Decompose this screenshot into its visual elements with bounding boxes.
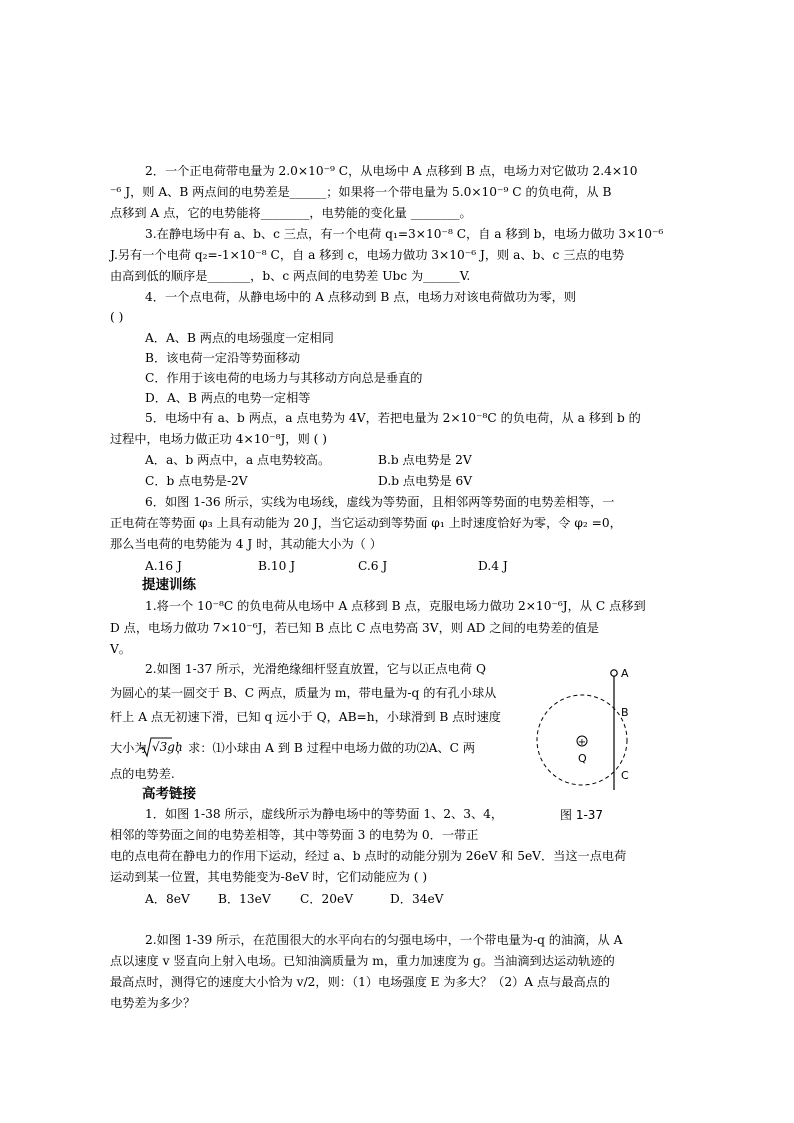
speed-p2-line-4-prefix: 大小为 (110, 741, 147, 755)
speed-p2-line-2: 为圆心的某一圆交于 B、C 两点，质量为 m，带电量为-q 的有孔小球从 (110, 686, 497, 700)
sqrt-3gh-text: √3gh (152, 740, 183, 754)
q4-line-2: ( ) (110, 310, 124, 324)
q6-option-b: B.10 J (258, 559, 296, 573)
q6-option-d: D.4 J (478, 559, 508, 573)
exam-p1-line-2: 相邻的等势面之间的电势差相等，其中等势面 3 的电势为 0．一带正 (110, 828, 479, 842)
label-a: A (621, 667, 629, 680)
figure-1-37-caption: 图 1-37 (560, 808, 604, 822)
q6-line-3: 那么当电荷的电势能为 4 J 时，其动能大小为（ ） (110, 537, 382, 551)
q5-option-c: C．b 点电势是-2V (145, 474, 248, 488)
sqrt-3gh-formula (139, 736, 183, 758)
q3-line-3: 由高到低的顺序是_______，b、c 两点间的电势差 Ubc 为______V. (110, 269, 471, 283)
exam-p2-line-1: 2.如图 1-39 所示，在范围很大的水平向右的匀强电场中，一个带电量为-q 的油滴，从 A (145, 933, 623, 947)
q2-line-3: 点移到 A 点，它的电势能将________，电势能的变化量 ________。 (110, 206, 472, 220)
label-c: C (621, 769, 629, 782)
speed-p2-line-4-suffix: ，求：⑴小球由 A 到 B 过程中电场力做的功⑵A、C 两 (176, 741, 476, 755)
q4-option-c: C．作用于该电荷的电场力与其移动方向总是垂直的 (145, 371, 423, 385)
label-q: Q (578, 752, 587, 765)
q6-option-c: C.6 J (358, 559, 388, 573)
q3-line-2: J.另有一个电荷 q₂=-1×10⁻⁸ C，自 a 移到 c，电场力做功 3×10⁻⁶ J，则 a、b、c 三点的电势 (110, 248, 625, 262)
exam-p1-option-c: C．20eV (300, 892, 354, 906)
exam-p2-line-3: 最高点时，测得它的速度大小恰为 v/2，则：（1）电场强度 E 为多大？（2）A 点与最高点的 (110, 975, 611, 989)
q6-option-a: A.16 J (145, 559, 182, 573)
speed-p1-line-1: 1.将一个 10⁻⁸C 的负电荷从电场中 A 点移到 B 点，克服电场力做功 2×10⁻⁶J，从 C 点移到 (145, 599, 646, 613)
section-heading-speed: 提速训练 (142, 577, 196, 593)
exam-p1-line-1: 1．如图 1-38 所示，虚线所示为静电场中的等势面 1、2、3、4， (145, 807, 504, 821)
exam-p1-option-a: A．8eV (145, 892, 190, 906)
q3-line-1: 3.在静电场中有 a、b、c 三点，有一个电荷 q₁=3×10⁻⁸ C，自 a 移到 b，电场力做功 3×10⁻⁶ (145, 227, 664, 241)
q5-option-a: A．a、b 两点中，a 点电势较高。 (145, 453, 331, 467)
speed-p2-line-3: 杆上 A 点无初速下滑，已知 q 远小于 Q，AB=h，小球滑到 B 点时速度 (110, 710, 501, 724)
speed-p1-line-3: V。 (110, 642, 131, 656)
section-heading-exam: 高考链接 (142, 786, 196, 802)
figure-1-37 (532, 660, 642, 790)
q2-line-1: 2．一个正电荷带电量为 2.0×10⁻⁹ C，从电场中 A 点移到 B 点，电场力对它做功 2.4×10 (145, 164, 638, 178)
q2-line-2: ⁻⁶ J，则 A、B 两点间的电势差是______；如果将一个带电量为 5.0×10⁻⁹ C 的负电荷，从 B (110, 185, 612, 199)
ball (611, 670, 617, 676)
q4-line-1: 4．一个点电荷，从静电场中的 A 点移动到 B 点，电场力对该电荷做功为零，则 (145, 290, 577, 304)
label-b: B (621, 706, 629, 719)
exam-p2-line-4: 电势差为多少？ (110, 996, 196, 1010)
exam-p1-option-d: D．34eV (390, 892, 444, 906)
q5-line-1: 5．电场中有 a、b 两点，a 点电势为 4V，若把电量为 2×10⁻⁸C 的负电荷，从 a 移到 b 的 (145, 411, 641, 425)
q6-line-2: 正电荷在等势面 φ₃ 上具有动能为 20 J，当它运动到等势面 φ₁ 上时速度恰好为零，令 φ₂ =0， (110, 516, 622, 530)
exam-p1-line-3: 电的点电荷在静电力的作用下运动，经过 a、b 点时的动能分别为 26eV 和 5eV．当这一点电荷 (110, 849, 627, 863)
exam-p1-line-4: 运动到某一位置，其电势能变为-8eV 时，它们动能应为 ( ) (110, 870, 428, 884)
q6-line-1: 6．如图 1-36 所示，实线为电场线，虚线为等势面，且相邻两等势面的电势差相等，一 (145, 495, 615, 509)
q5-option-d: D.b 点电势是 6V (378, 474, 473, 488)
speed-p2-line-5: 点的电势差. (110, 767, 175, 781)
q4-option-a: A．A、B 两点的电场强度一定相同 (145, 331, 334, 345)
q4-option-b: B．该电荷一定沿等势面移动 (145, 351, 301, 365)
speed-p1-line-2: D 点，电场力做功 7×10⁻⁶J，若已知 B 点比 C 点电势高 3V，则 AD 之间的电势差的值是 (110, 621, 599, 635)
q4-option-d: D．A、B 两点的电势一定相等 (145, 391, 311, 405)
q5-line-2: 过程中，电场力做正功 4×10⁻⁸J，则 ( ) (110, 432, 328, 446)
plus-sign: + (577, 737, 587, 748)
exam-p2-line-2: 点以速度 v 竖直向上射入电场。已知油滴质量为 m，重力加速度为 g。当油滴到达运动轨迹的 (110, 954, 615, 968)
q5-option-b: B.b 点电势是 2V (378, 453, 472, 467)
exam-p1-option-b: B．13eV (218, 892, 271, 906)
speed-p2-line-1: 2.如图 1-37 所示，光滑绝缘细杆竖直放置，它与以正点电荷 Q (145, 662, 486, 676)
